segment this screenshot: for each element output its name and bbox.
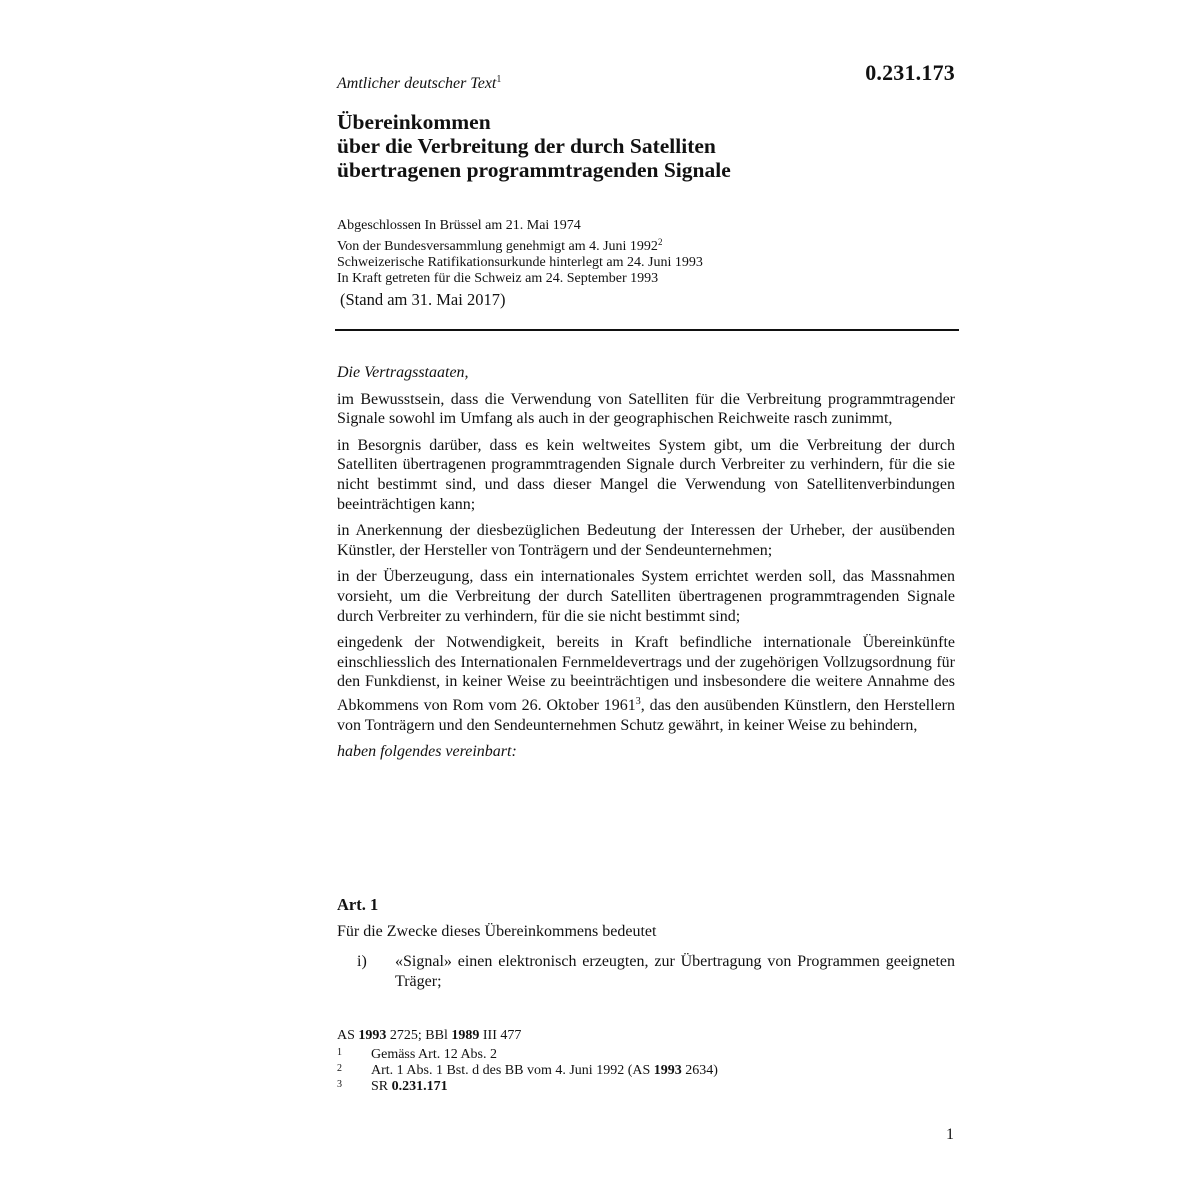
document-metadata <box>337 218 703 287</box>
status-date: (Stand am 31. Mai 2017) <box>340 290 506 309</box>
preamble-paragraph-1: im Bewusstsein, dass die Verwendung von Satelliten für die Verbreitung programmtragender Signale sowohl im Umfang als auch in der geographischen Reichweite rasch zunimmt, <box>337 390 955 428</box>
preamble-paragraph-5-tail: , das den ausübenden Künstlern, den Herstellern von Tonträgern und den Sendeunternehmen Schutz gewährt, in keiner Weise zu behindern, <box>337 696 955 734</box>
footnotes <box>337 1047 718 1095</box>
footnote-number: 3 <box>337 1079 342 1090</box>
footnote-number: 2 <box>337 1063 342 1074</box>
page-number: 1 <box>946 1126 954 1143</box>
meta-approved-text: Von der Bundesversammlung genehmigt am 4. Juni 1992 <box>337 239 658 254</box>
sr-number: 0.231.173 <box>865 60 955 85</box>
preamble-paragraph-5-text: eingedenk der Notwendigkeit, bereits in Kraft befindliche internationale Übereinkünfte einschliesslich des Internationalen Fernmeldevertrags und der zugehörigen Vollzugsordnung für den Funkdienst, in keiner Weise zu beeinträchtigen und insbesondere die weitere Annahme des Abkommens von Rom vom 26. Oktober 1961 <box>337 634 955 714</box>
preamble-opening: Die Vertragsstaaten, <box>337 364 469 381</box>
footnote-ref-1[interactable]: 1 <box>496 74 502 85</box>
preamble-paragraph-5 <box>337 633 955 735</box>
as-label: AS <box>337 1028 359 1043</box>
document-title <box>337 110 731 182</box>
footnote-number: 1 <box>337 1047 342 1058</box>
footnote-text: Art. 1 Abs. 1 Bst. d des BB vom 4. Juni 1992 (AS 1993 2634) <box>371 1063 718 1078</box>
preamble-paragraph-3: in Anerkennung der diesbezüglichen Bedeutung der Interessen der Urheber, der ausübenden Künstler, der Hersteller von Tonträgern und der Sendeunternehmen; <box>337 522 955 559</box>
meta-approved <box>337 234 703 255</box>
footnote-1 <box>337 1047 718 1063</box>
preamble-paragraph-4: in der Überzeugung, dass ein internationales System errichtet werden soll, das Massnahmen vorsieht, um die Verbreitung der durch Satelliten übertragenen programmtragenden Signale durch Verbreiter zu verhindern, für die sie nicht bestimmt sind; <box>337 568 955 625</box>
header-divider <box>335 329 959 331</box>
official-text-note <box>337 74 501 93</box>
as-page: 2725; BBl <box>386 1028 452 1043</box>
official-text-label: Amtlicher deutscher Text <box>337 75 497 92</box>
footnote-text: Gemäss Art. 12 Abs. 2 <box>371 1047 497 1062</box>
item-text: «Signal» einen elektronisch erzeugten, zur Übertragung von Programmen geeigneten Träger; <box>395 953 955 990</box>
meta-deposited: Schweizerische Ratifikationsurkunde hinterlegt am 24. Juni 1993 <box>337 255 703 270</box>
bbl-year: 1989 <box>451 1028 480 1043</box>
footnote-2 <box>337 1063 718 1079</box>
article-1-heading: Art. 1 <box>337 895 379 914</box>
preamble-closing: haben folgendes vereinbart: <box>337 743 517 761</box>
meta-in-force: In Kraft getreten für die Schweiz am 24. September 1993 <box>337 271 659 286</box>
footnote-ref-2[interactable]: 2 <box>657 237 663 247</box>
preamble <box>337 363 955 769</box>
title-line-3: übertragenen programmtragenden Signale <box>337 158 731 182</box>
source-reference <box>337 1028 521 1044</box>
meta-concluded: Abgeschlossen In Brüssel am 21. Mai 1974 <box>337 218 581 233</box>
item-number: i) <box>357 953 367 970</box>
footnote-text[interactable]: SR 0.231.171 <box>371 1079 448 1094</box>
footnote-3 <box>337 1079 718 1095</box>
title-line-1: Übereinkommen <box>337 110 491 134</box>
preamble-paragraph-2: in Besorgnis darüber, dass es kein weltweites System gibt, um die Verbreitung der durch Satelliten übertragenen programmtragenden Signale durch Verbreiter zu verhindern, für die sie nicht bestimmt sind, und dass dieser Mangel die Verwendung von Satellitenverbindungen beeinträchtigen kann; <box>337 436 955 513</box>
article-1-intro: Für die Zwecke dieses Übereinkommens bedeutet <box>337 923 657 940</box>
as-year: 1993 <box>358 1028 387 1043</box>
title-line-2: über die Verbreitung der durch Satelliten <box>337 134 716 158</box>
article-1-item-i <box>337 952 955 992</box>
footnote-ref-3[interactable]: 3 <box>635 695 641 707</box>
bbl-ref: III 477 <box>479 1028 522 1043</box>
